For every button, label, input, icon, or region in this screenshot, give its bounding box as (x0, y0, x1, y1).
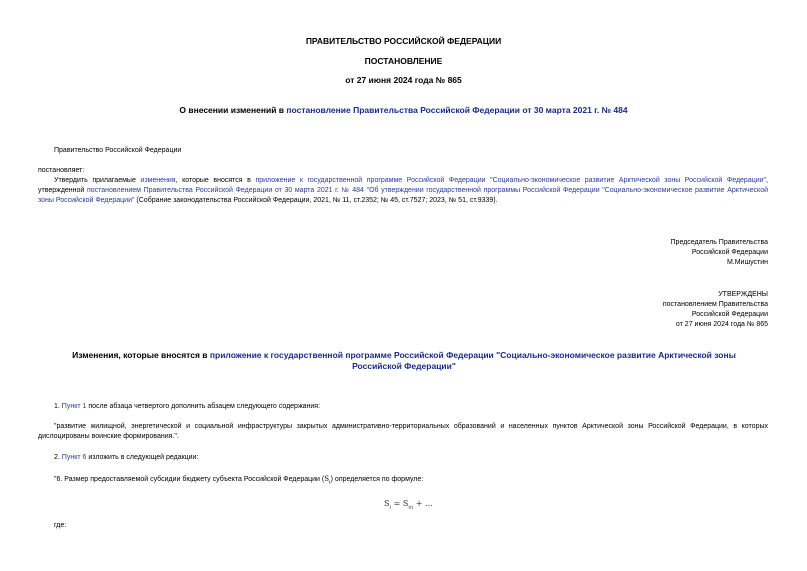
decree-paragraph: Утвердить прилагаемые изменения, которые вносятся в приложение к государственной программе Российской Федерации "Социально-экономическое развитие Арктической зоны Российской Федерации", утвержденной постановлением Правительства Российской Федерации от 30 марта 2021 г. № 484 "Об утверждении государственной программы Российской Федерации "Социально-экономическое развитие Арктической зоны Российской Федерации" (Собрание законодательства Российской Федерации, 2021, № 11, ст.2352; № 45, ст.7527; 2023, № 51, ст.9339). (38, 177, 768, 204)
changes-title-prefix: Изменения, которые вносятся в (72, 350, 210, 360)
approved-by-2: Российской Федерации (691, 311, 768, 318)
preamble-decides: постановляет: (38, 167, 85, 174)
document-type-heading: ПОСТАНОВЛЕНИЕ (364, 56, 443, 66)
where-label: где: (54, 522, 67, 529)
link-program-appendix[interactable]: приложение к государственной программе Российской Федерации "Социально-экономическое развитие Арктической зоны Российской Федерации" (255, 177, 767, 184)
item-2: 2. Пункт 6 изложить в следующей редакции: (54, 454, 199, 461)
link-decree-484[interactable]: постановлением Правительства Российской Федерации от 30 марта 2021 г. № 484 "Об утверждении государственной программы Российской Федерации "Социально-экономическое развитие Арктической зоны Российской Федерации" (38, 187, 768, 204)
title-link[interactable]: постановление Правительства Российской Федерации от 30 марта 2021 г. № 484 (286, 105, 628, 115)
link-item-6[interactable]: Пункт 6 (61, 454, 87, 461)
item-1: 1. Пункт 1 после абзаца четвертого дополнить абзацем следующего содержания: (54, 403, 321, 410)
subsidy-symbol: $S_i$ (324, 475, 331, 486)
subsidy-formula: $S_i = S_{ni}$ + ... (384, 499, 433, 511)
signature-position-2: Российской Федерации (691, 249, 768, 256)
document-date-number: от 27 июня 2024 года № 865 (345, 75, 462, 85)
document-title (0, 105, 807, 116)
signature-name: М.Мишустин (726, 259, 768, 266)
approved-label: УТВЕРЖДЕНЫ (718, 291, 768, 298)
quote-1: "развитие жилищной, энергетической и социальной инфраструктуры закрытых административно-территориальных образований и населенных пунктов Арктической зоны Российской Федерации, в которых дислоцированы воинские формирования.". (38, 423, 768, 440)
approved-by: постановлением Правительства (662, 301, 768, 308)
link-changes[interactable]: изменения (140, 177, 176, 184)
signature-block (468, 238, 768, 268)
approved-date: от 27 июня 2024 года № 865 (675, 321, 768, 328)
signature-position: Председатель Правительства (670, 239, 768, 246)
changes-title-link[interactable]: приложение к государственной программе Российской Федерации "Социально-экономическое развитие Арктической зоны Российской Федерации" (209, 350, 736, 371)
government-heading: ПРАВИТЕЛЬСТВО РОССИЙСКОЙ ФЕДЕРАЦИИ (305, 36, 502, 46)
changes-title (54, 350, 754, 372)
title-prefix: О внесении изменений в (179, 105, 287, 115)
link-item-1[interactable]: Пункт 1 (61, 403, 87, 410)
preamble-subject: Правительство Российской Федерации (54, 147, 182, 154)
quote-2: "6. Размер предоставляемой субсидии бюджету субъекта Российской Федерации $(S_i)$ определяется по формуле: (54, 475, 424, 486)
approval-block (468, 290, 768, 330)
